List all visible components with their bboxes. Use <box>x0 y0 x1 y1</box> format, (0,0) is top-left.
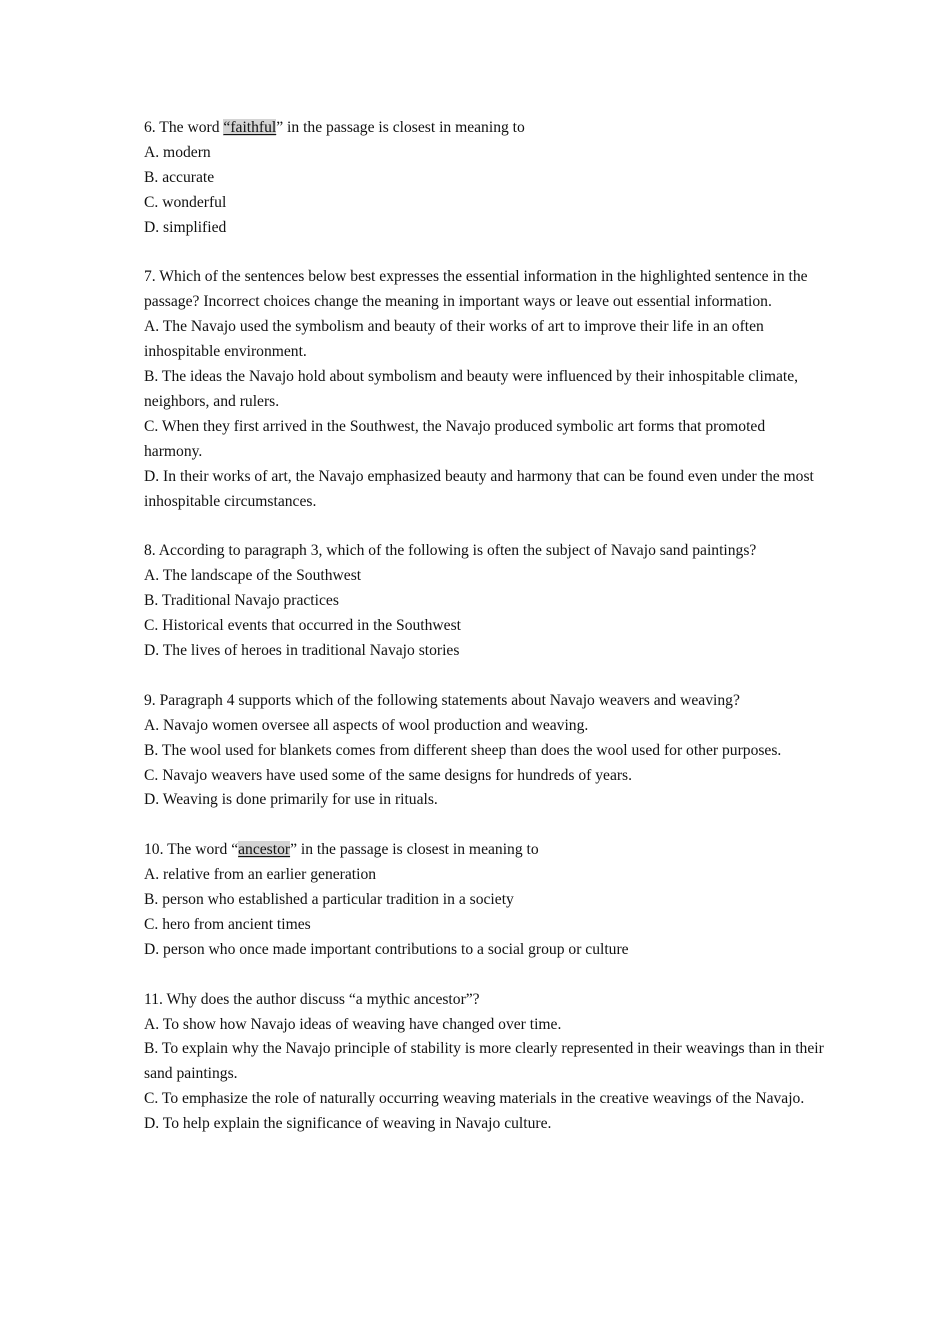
answer-option: C. hero from ancient times <box>144 915 311 933</box>
question-11 <box>144 988 824 1137</box>
answer-option: C. Historical events that occurred in the Southwest <box>144 617 461 635</box>
answer-option: D. The lives of heroes in traditional Navajo stories <box>144 642 460 659</box>
question-stem: 6. The word “faithful” in the passage is closest in meaning to <box>144 119 525 136</box>
question-stem: 11. Why does the author discuss “a mythic ancestor”? <box>144 990 480 1008</box>
answer-option: A. To show how Navajo ideas of weaving have changed over time. <box>144 1015 562 1033</box>
answer-option: B. person who established a particular tradition in a society <box>144 891 514 909</box>
answer-option: A. The landscape of the Southwest <box>144 567 362 585</box>
answer-option: B. accurate <box>144 168 215 186</box>
answer-option: D. In their works of art, the Navajo emphasized beauty and harmony that can be found even under the most inhospitable circumstances. <box>144 467 814 510</box>
answer-option: C. When they first arrived in the Southwest, the Navajo produced symbolic art forms that promoted harmony. <box>144 417 766 460</box>
question-9 <box>144 689 824 814</box>
question-10 <box>144 838 824 963</box>
question-stem: 7. Which of the sentences below best expresses the essential information in the highlighted sentence in the passage? Incorrect choices change the meaning in important ways or leave out essential information. <box>144 268 808 311</box>
answer-option: A. relative from an earlier generation <box>144 866 377 884</box>
answer-option: C. To emphasize the role of naturally occurring weaving materials in the creative weavings of the Navajo. <box>144 1090 805 1108</box>
answer-option: B. To explain why the Navajo principle of stability is more clearly represented in their weavings than in their sand paintings. <box>144 1040 824 1083</box>
highlighted-word[interactable]: ancestor <box>238 841 291 859</box>
question-7 <box>144 265 824 514</box>
answer-option: D. person who once made important contributions to a social group or culture <box>144 940 629 958</box>
answer-option: D. Weaving is done primarily for use in rituals. <box>144 791 438 809</box>
answer-option: B. Traditional Navajo practices <box>144 592 339 610</box>
answer-option: B. The ideas the Navajo hold about symbolism and beauty were influenced by their inhospitable climate, neighbors, and rulers. <box>144 368 799 410</box>
answer-option: A. Navajo women oversee all aspects of wool production and weaving. <box>144 716 589 734</box>
question-stem: 10. The word “ancestor” in the passage is closest in meaning to <box>144 841 539 859</box>
document-page <box>144 116 824 1162</box>
answer-option: D. simplified <box>144 218 227 236</box>
answer-option: B. The wool used for blankets comes from different sheep than does the wool used for other purposes. <box>144 741 782 759</box>
question-stem: 9. Paragraph 4 supports which of the following statements about Navajo weavers and weaving? <box>144 691 740 709</box>
question-stem: 8. According to paragraph 3, which of the following is often the subject of Navajo sand paintings? <box>144 542 757 560</box>
highlighted-word[interactable]: “faithful <box>223 119 277 136</box>
answer-option: D. To help explain the significance of weaving in Navajo culture. <box>144 1115 552 1133</box>
answer-option: A. modern <box>144 143 211 161</box>
answer-option: C. wonderful <box>144 193 227 211</box>
answer-option: A. The Navajo used the symbolism and beauty of their works of art to improve their life in an often inhospitable environment. <box>144 318 764 361</box>
question-8 <box>144 539 824 664</box>
answer-option: C. Navajo weavers have used some of the same designs for hundreds of years. <box>144 766 633 784</box>
question-6 <box>144 116 824 241</box>
